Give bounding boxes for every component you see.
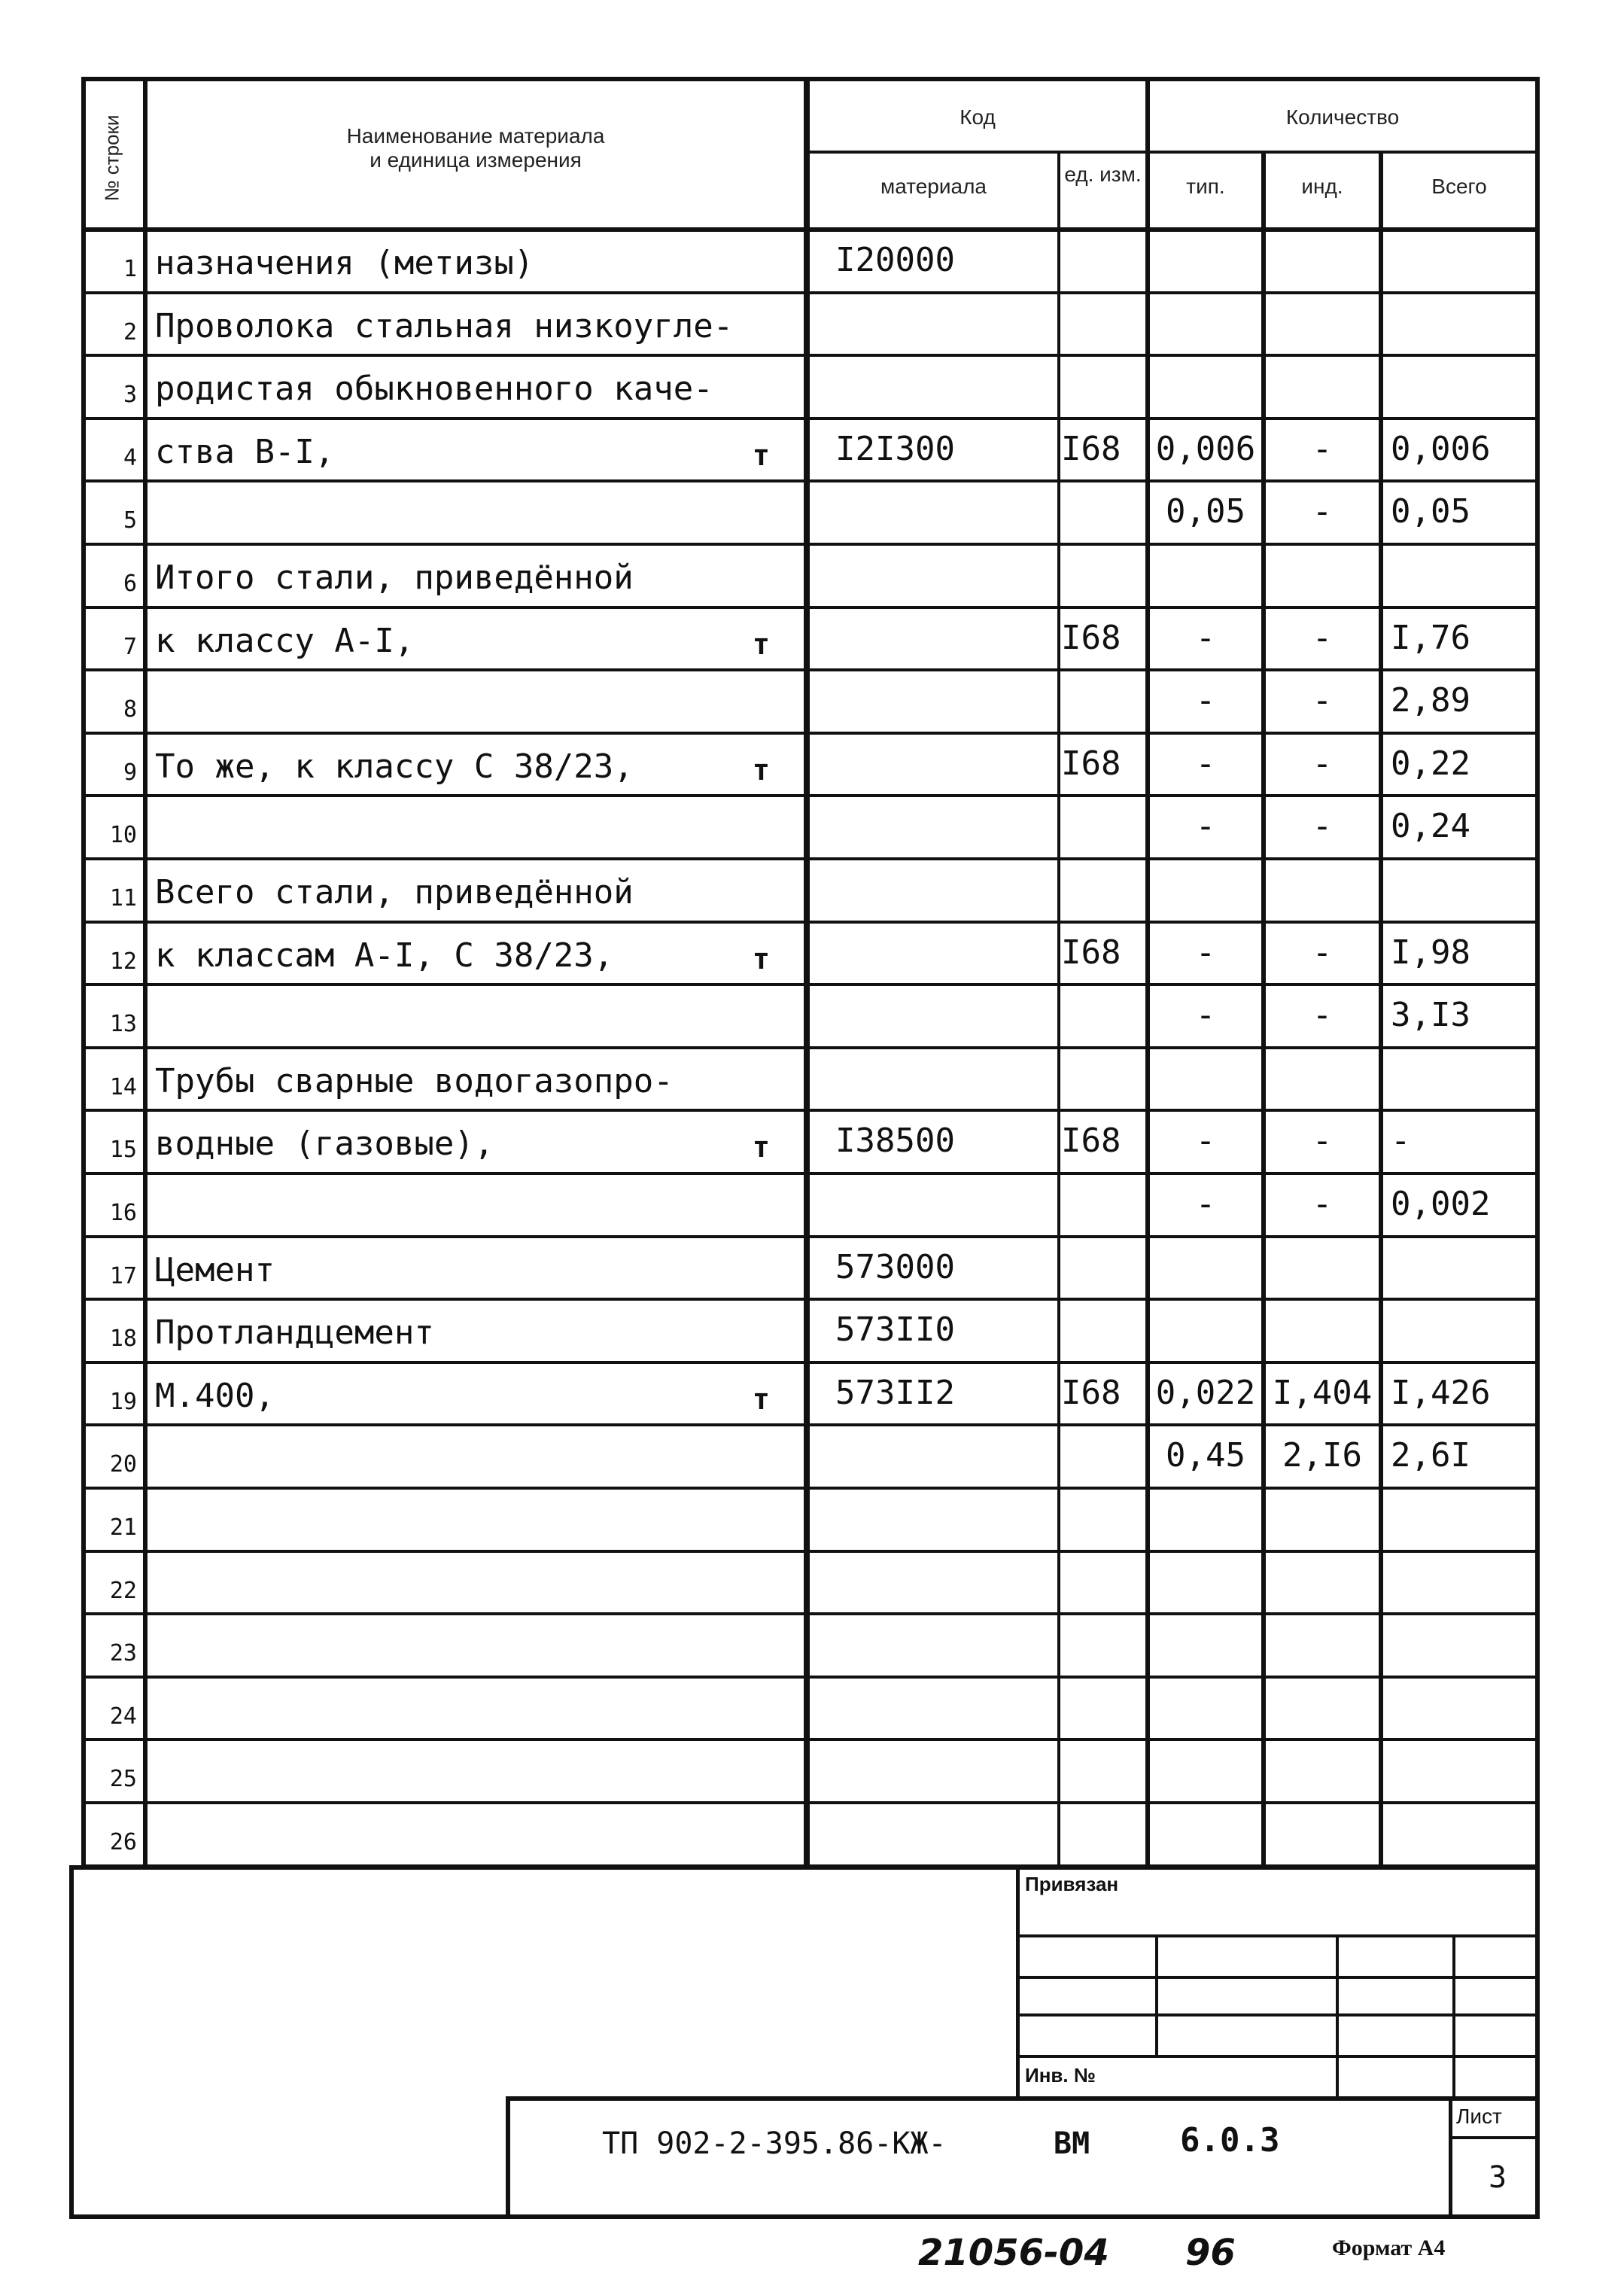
row-ind: - [1312,618,1333,657]
row-typ: - [1195,933,1216,972]
row-number: 8 [123,696,137,723]
row-separator [81,794,1540,797]
row-total: 2,6I [1391,1436,1470,1475]
stamp-doc-section: 6.0.3 [1180,2121,1280,2160]
row-separator [81,1298,1540,1301]
row-separator [81,1801,1540,1804]
row-separator [81,479,1540,482]
footer-handwritten-no: 21056-04 [918,2232,1109,2274]
row-total: 0,22 [1391,744,1470,783]
header-qty: Количество [1285,105,1400,129]
stamp-sheet-label: Лист [1456,2105,1502,2128]
row-number: 26 [109,1829,137,1855]
row-number: 19 [109,1388,137,1415]
row-number: 25 [109,1766,137,1793]
row-number: 22 [109,1577,137,1604]
row-separator [81,1172,1540,1175]
row-separator [81,1738,1540,1741]
row-number: 24 [109,1703,137,1730]
row-separator [81,983,1540,986]
row-ind: - [1312,933,1333,972]
row-separator [81,354,1540,357]
row-number: 10 [109,822,137,849]
row-unit: т [753,1382,770,1416]
row-code: 573II2 [835,1373,955,1412]
row-number: 6 [123,571,137,597]
row-separator [81,1423,1540,1426]
row-separator [81,1109,1540,1112]
row-typ: 0,022 [1155,1373,1256,1412]
row-name: Всего стали, приведённой [155,873,634,912]
row-ed: I68 [1061,1122,1121,1161]
row-typ: 0,05 [1166,492,1245,531]
header-code: Код [959,105,996,129]
row-number: 3 [123,382,137,409]
row-number: 9 [123,759,137,786]
row-name: Цемент [155,1250,275,1289]
row-number: 16 [109,1200,137,1226]
row-separator [81,606,1540,609]
row-total: I,426 [1391,1373,1491,1412]
row-typ: - [1195,681,1216,720]
row-code: I20000 [835,241,955,279]
row-ind: - [1312,744,1333,783]
stamp-doc-type: ВМ [1054,2126,1090,2161]
row-total: I,76 [1391,618,1470,657]
row-typ: - [1195,1122,1216,1161]
row-name: к классу А-I, [155,621,415,660]
header-name: Наименование материала и единица измерения [346,124,605,172]
row-total: I,98 [1391,933,1470,972]
row-name: назначения (метизы) [155,244,534,282]
row-number: 1 [123,256,137,282]
row-ind: - [1312,807,1333,846]
row-separator [81,1235,1540,1238]
row-ind: - [1312,996,1333,1035]
row-separator [81,291,1540,294]
row-code: I38500 [835,1122,955,1161]
row-separator [81,1550,1540,1553]
row-typ: - [1195,807,1216,846]
row-ind: - [1312,492,1333,531]
header-qty-ind: инд. [1301,175,1343,198]
row-name: М.400, [155,1376,275,1415]
row-name: Проволока стальная низкоугле- [155,306,734,345]
row-separator [81,1487,1540,1490]
row-code: 573II0 [835,1310,955,1350]
row-number: 20 [109,1451,137,1478]
row-separator [81,857,1540,860]
row-unit: т [753,627,770,661]
row-number: 7 [123,633,137,660]
row-number: 17 [109,1262,137,1289]
row-ind: I,404 [1272,1373,1373,1412]
row-number: 18 [109,1326,137,1353]
row-name: Трубы сварные водогазопро- [155,1061,674,1100]
row-separator [81,921,1540,924]
row-separator [81,1612,1540,1615]
row-separator [81,732,1540,735]
row-ed: I68 [1061,618,1121,657]
row-total: 3,I3 [1391,996,1470,1035]
row-separator [81,1046,1540,1049]
header-qty-total: Всего [1431,175,1487,198]
row-ind: - [1312,429,1333,468]
row-typ: 0,006 [1155,429,1256,468]
row-name: родистая обыкновенного каче- [155,370,713,409]
row-typ: - [1195,618,1216,657]
row-total: 0,05 [1391,492,1470,531]
footer-handwritten-suffix: 96 [1185,2232,1236,2274]
row-number: 21 [109,1514,137,1541]
stamp-inv-no: Инв. № [1025,2064,1096,2087]
row-number: 14 [109,1073,137,1100]
row-number: 2 [123,318,137,345]
row-total: 0,24 [1391,807,1470,846]
row-number: 11 [109,885,137,912]
row-ed: I68 [1061,744,1121,783]
row-number: 23 [109,1640,137,1667]
row-total: 2,89 [1391,681,1470,720]
row-total: 0,006 [1391,429,1491,468]
header-qty-typ: тип. [1186,175,1225,198]
header-code-material: материала [880,175,987,198]
row-unit: т [753,942,770,976]
row-separator [81,543,1540,546]
row-code: I2I300 [835,429,955,468]
row-ind: - [1312,1122,1333,1161]
row-ed: I68 [1061,933,1121,972]
row-typ: - [1195,744,1216,783]
row-separator [81,1676,1540,1679]
row-name: ства В-I, [155,432,335,471]
stamp-doc-code: ТП 902-2-395.86-КЖ- [602,2126,947,2161]
row-typ: - [1195,1185,1216,1223]
row-typ: 0,45 [1166,1436,1245,1475]
stamp-sheet-no: 3 [1489,2160,1507,2195]
footer-format: Формат А4 [1332,2236,1446,2260]
row-number: 15 [109,1137,137,1164]
row-name: к классам А-I, С 38/23, [155,936,614,975]
row-number: 12 [109,948,137,975]
stamp-linked: Привязан [1025,1873,1119,1895]
row-separator [81,417,1540,420]
row-ind: - [1312,1185,1333,1223]
row-typ: - [1195,996,1216,1035]
row-total: 0,002 [1391,1185,1491,1223]
row-ed: I68 [1061,1373,1121,1412]
header-row-no: № строки [100,114,123,202]
row-number: 13 [109,1011,137,1038]
header-code-unit: ед. изм. [1064,163,1142,186]
row-separator [81,1361,1540,1364]
row-unit: т [753,753,770,787]
row-code: 573000 [835,1247,955,1286]
row-total: - [1391,1122,1411,1161]
row-ind: - [1312,681,1333,720]
row-unit: т [753,438,770,472]
row-ed: I68 [1061,429,1121,468]
row-name: Итого стали, приведённой [155,559,634,597]
row-ind: 2,I6 [1282,1436,1362,1475]
row-number: 5 [123,507,137,534]
row-name: Протландцемент [155,1313,434,1353]
row-number: 4 [123,444,137,471]
row-separator [81,668,1540,671]
row-name: водные (газовые), [155,1125,494,1164]
row-name: То же, к классу С 38/23, [155,747,634,786]
row-unit: т [753,1131,770,1164]
